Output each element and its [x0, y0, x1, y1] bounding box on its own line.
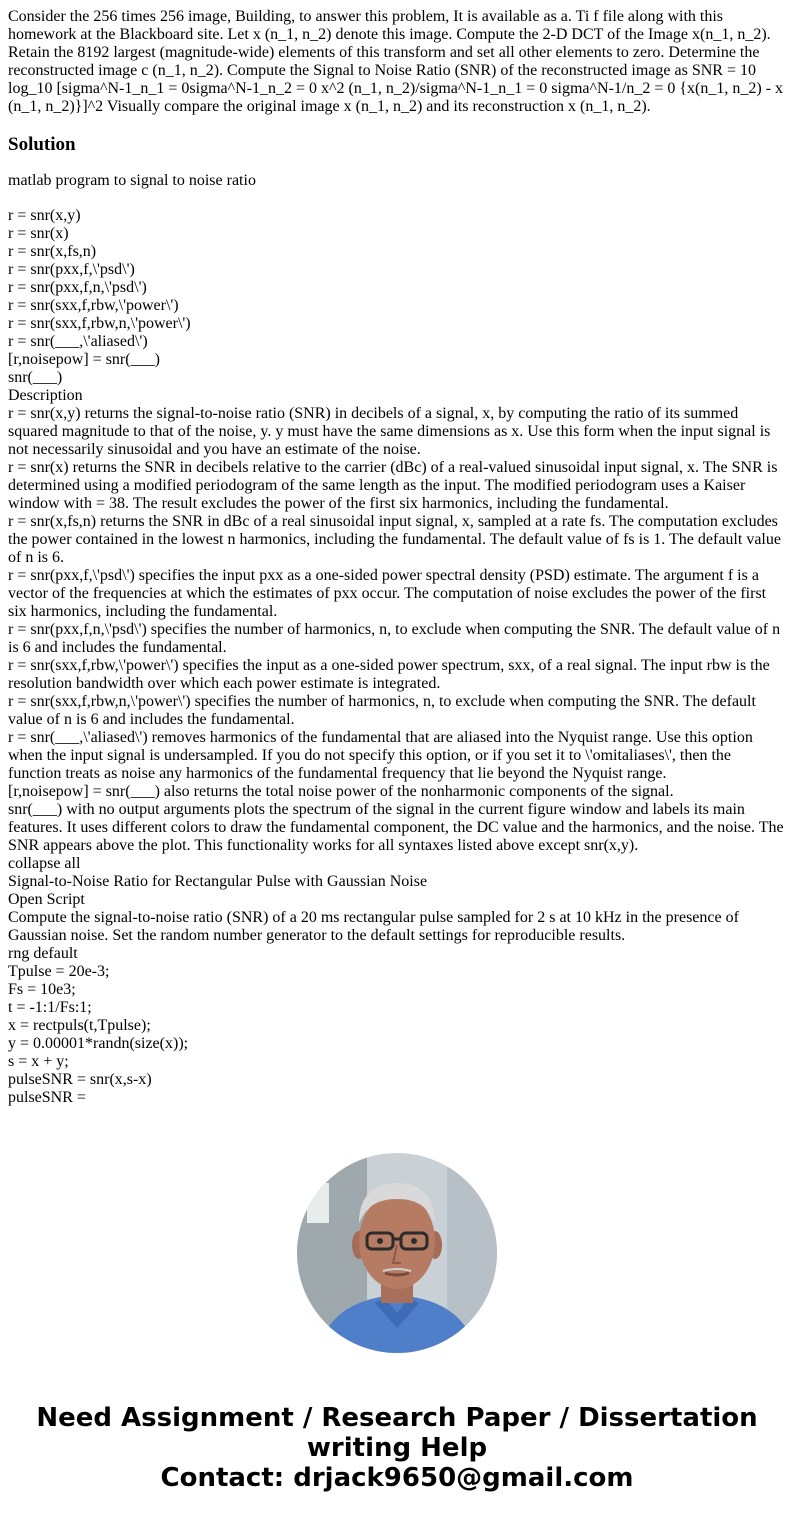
text-line: r = snr(pxx,f,\'psd\') [8, 261, 135, 278]
text-line: r = snr(x,fs,n) returns the SNR in dBc of a real sinusoidal input signal, x, sampled at a rate fs. The computation excludes the power contained in the lowest n harmonics, including the fundamental. The default value of fs is 1. The default value of n is 6. [8, 513, 781, 566]
text-line: r = snr(pxx,f,n,\'psd\') [8, 279, 147, 296]
solution-body [8, 207, 786, 1107]
text-line: Description [8, 387, 83, 404]
solution-intro: matlab program to signal to noise ratio [8, 172, 256, 189]
text-line: r = snr(x,y) [8, 207, 81, 224]
text-line: s = x + y; [8, 1053, 69, 1070]
text-line: r = snr(___,\'aliased\') removes harmonics of the fundamental that are aliased into the Nyquist range. Use this option when the input signal is undersampled. If you do not specify this option, or if you set it to \'omitaliases\', then the function treats as noise any harmonics of the fundamental frequency that lie beyond the Nyquist range. [8, 729, 753, 782]
text-line: r = snr(sxx,f,rbw,n,\'power\') [8, 315, 191, 332]
promo-banner [0, 1403, 794, 1493]
text-line: t = -1:1/Fs:1; [8, 999, 92, 1016]
text-line: r = snr(x) [8, 225, 69, 242]
text-line: y = 0.00001*randn(size(x)); [8, 1035, 189, 1052]
text-line: r = snr(sxx,f,rbw,\'power\') specifies the input as a one-sided power spectrum, sxx, of a real signal. The input rbw is the resolution bandwidth over which each power estimate is integrated. [8, 657, 770, 692]
text-line: r = snr(x) returns the SNR in decibels relative to the carrier (dBc) of a real-valued sinusoidal input signal, x. The SNR is determined using a modified periodogram of the same length as the input. The modified periodogram uses a Kaiser window with = 38. The result excludes the power of the first six harmonics, including the fundamental. [8, 459, 778, 512]
text-line: x = rectpuls(t,Tpulse); [8, 1017, 151, 1034]
text-line: r = snr(sxx,f,rbw,n,\'power\') specifies the number of harmonics, n, to exclude when computing the SNR. The default value of n is 6 and includes the fundamental. [8, 693, 756, 728]
solution-heading: Solution [8, 134, 76, 155]
text-line: r = snr(x,fs,n) [8, 243, 97, 260]
author-avatar [297, 1153, 497, 1353]
text-line: pulseSNR = [8, 1089, 86, 1106]
promo-line-1: Need Assignment / Research Paper / Dissertation [36, 1403, 758, 1433]
promo-line-2: writing Help [306, 1433, 488, 1463]
text-line: rng default [8, 945, 78, 962]
text-line: Open Script [8, 891, 85, 908]
author-photo [297, 1153, 497, 1353]
text-line: [r,noisepow] = snr(___) [8, 351, 160, 368]
text-line: Signal-to-Noise Ratio for Rectangular Pulse with Gaussian Noise [8, 873, 428, 890]
text-line: Compute the signal-to-noise ratio (SNR) of a 20 ms rectangular pulse sampled for 2 s at 10 kHz in the presence of Gaussian noise. Set the random number generator to the default settings for reproducible results. [8, 909, 739, 944]
text-line: snr(___) [8, 369, 63, 386]
text-line: collapse all [8, 855, 81, 872]
text-line: r = snr(___,\'aliased\') [8, 333, 148, 350]
text-line: r = snr(pxx,f,n,\'psd\') specifies the number of harmonics, n, to exclude when computing the SNR. The default value of n is 6 and includes the fundamental. [8, 621, 781, 656]
text-line: r = snr(pxx,f,\'psd\') specifies the input pxx as a one-sided power spectral density (PSD) estimate. The argument f is a vector of the frequencies at which the estimates of pxx occur. The computation of noise excludes the power of the first six harmonics, including the fundamental. [8, 567, 767, 620]
problem-statement: Consider the 256 times 256 image, Building, to answer this problem, It is available as a. Ti f file along with this homework at the Blackboard site. Let x (n_1, n_2) denote this image. Compute the 2-D DCT of the Image x(n_1, n_2). Retain the 8192 largest (magnitude-wide) elements of this transform and set all other elements to zero. Determine the reconstructed image c (n_1, n_2). Compute the Signal to Noise Ratio (SNR) of the reconstructed image as SNR = 10 log_10 [sigma^N-1_n_1 = 0sigma^N-1_n_2 = 0 x^2 (n_1, n_2)/sigma^N-1_n_1 = 0 sigma^N-1/n_2 = 0 {x(n_1, n_2) - x (n_1, n_2)}]^2 Visually compare the original image x (n_1, n_2) and its reconstruction x (n_1, n_2). [8, 8, 784, 115]
text-line: pulseSNR = snr(x,s-x) [8, 1071, 152, 1088]
promo-contact: Contact: drjack9650@gmail.com [160, 1463, 634, 1493]
text-line: snr(___) with no output arguments plots the spectrum of the signal in the current figure window and labels its main features. It uses different colors to draw the fundamental component, the DC value and the harmonics, and the noise. The SNR appears above the plot. This functionality works for all syntaxes listed above except snr(x,y). [8, 801, 784, 854]
text-line: Tpulse = 20e-3; [8, 963, 110, 980]
text-line: Fs = 10e3; [8, 981, 76, 998]
text-line: r = snr(x,y) returns the signal-to-noise ratio (SNR) in decibels of a signal, x, by computing the ratio of its summed squared magnitude to that of the noise, y. y must have the same dimensions as x. Use this form when the input signal is not necessarily sinusoidal and you have an estimate of the noise. [8, 405, 771, 458]
text-line: [r,noisepow] = snr(___) also returns the total noise power of the nonharmonic components of the signal. [8, 783, 674, 800]
text-line: r = snr(sxx,f,rbw,\'power\') [8, 297, 179, 314]
